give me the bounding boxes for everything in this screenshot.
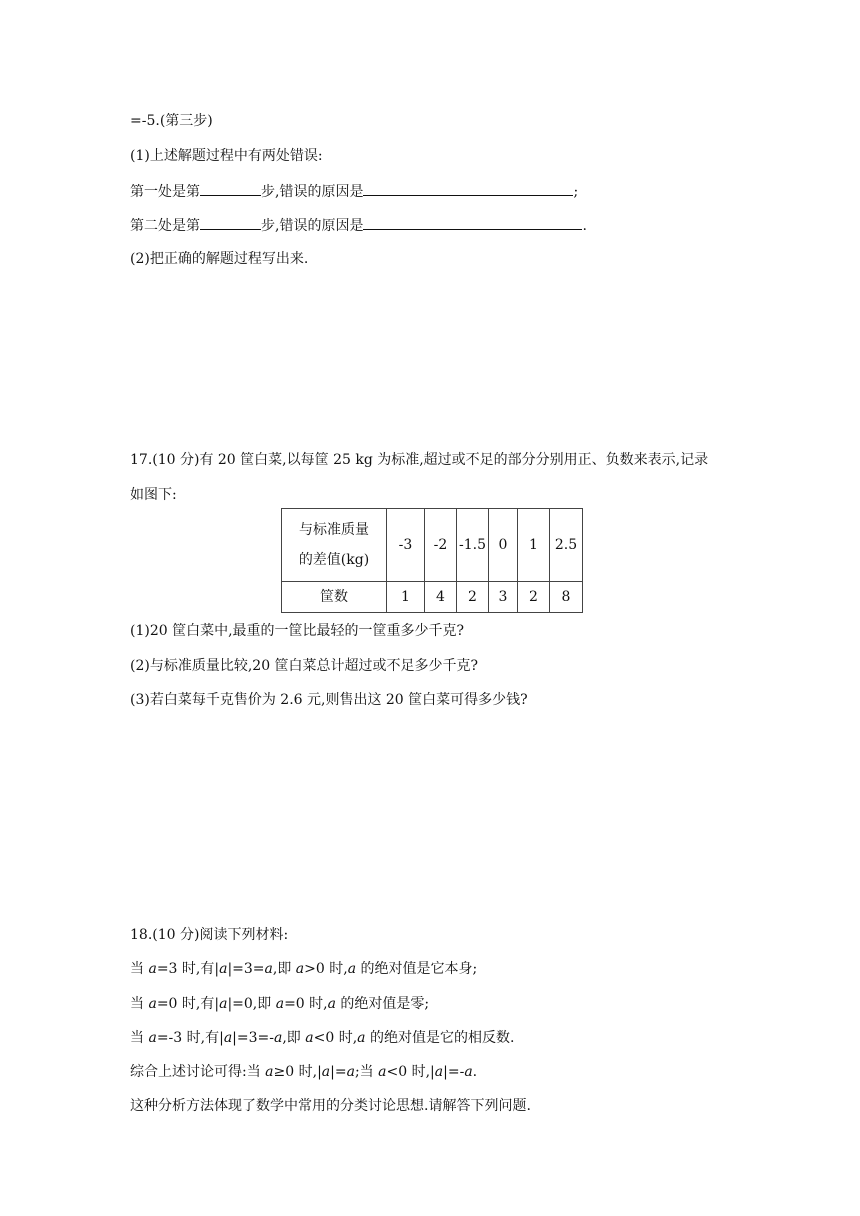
table-cell: -2 [425, 509, 457, 582]
q18-line1-t6: 的绝对值是它本身; [356, 961, 478, 977]
table-cell: 3 [489, 582, 518, 613]
q17-sub2: (2)与标准质量比较,20 筐白菜总计超过或不足多少千克? [130, 658, 479, 674]
table-cell: 8 [550, 582, 583, 613]
q18-line1-t4: ,即 [272, 961, 296, 977]
q18-var-a: a [464, 1064, 473, 1080]
q18-line1-t5: >0 时, [304, 961, 348, 977]
q16-error1-end: ; [573, 184, 579, 200]
table-cell: -1.5 [457, 509, 489, 582]
table-cell: 0 [489, 509, 518, 582]
q18-var-a: a [219, 961, 228, 977]
q18-line3-t4: ,即 [282, 1030, 306, 1046]
table-header-difference-b: 的差值(kg) [298, 552, 370, 568]
q18-var-a: a [321, 1064, 331, 1080]
q18-var-a: a [347, 961, 357, 977]
table-cell: 2 [457, 582, 489, 613]
q18-var-a: a [219, 996, 228, 1012]
q16-part1: (1)上述解题过程中有两处错误: [130, 148, 323, 164]
q18-line2-t5: 的绝对值是零; [335, 996, 430, 1012]
q18-var-a: a [148, 996, 157, 1012]
q18-line4-t3: |= [330, 1064, 347, 1080]
table-cell: -3 [387, 509, 425, 582]
table-cell: 1 [387, 582, 425, 613]
q18-line2 [130, 994, 429, 1014]
table-header-count: 筐数 [282, 582, 387, 613]
q16-error2 [130, 215, 587, 236]
table-cell: 1 [518, 509, 550, 582]
q17-intro-line2: 如图下: [130, 487, 177, 503]
q18-line1-t1: 当 [130, 961, 149, 977]
q18-line4-t2: ≥0 时,| [273, 1064, 322, 1080]
q18-line2-t3: |=0,即 [227, 996, 276, 1012]
q18-var-a: a [295, 961, 305, 977]
q16-error1-mid: 步,错误的原因是 [261, 184, 364, 200]
q18-line4-t7: . [472, 1064, 478, 1080]
q18-var-a: a [346, 1064, 355, 1080]
q18-line3-t1: 当 [130, 1030, 149, 1046]
q18-line4-t4: ;当 [354, 1064, 379, 1080]
q18-line3-t5: <0 时, [313, 1030, 358, 1046]
q18-line4-t6: |=- [443, 1064, 465, 1080]
q18-line3 [130, 1028, 514, 1048]
table-header-difference [282, 509, 387, 582]
q18-line2-t2: =0 时,有| [156, 996, 220, 1012]
q18-var-a: a [274, 1030, 283, 1046]
q18-line3-t3: |=3=- [232, 1030, 274, 1046]
q18-var-a: a [148, 961, 157, 977]
q18-var-a: a [148, 1030, 157, 1046]
q18-var-a: a [223, 1030, 233, 1046]
q18-line4-t1: 综合上述讨论可得:当 [130, 1064, 266, 1080]
q16-error2-mid: 步,错误的原因是 [261, 218, 364, 234]
q17-data-table [281, 508, 583, 613]
q18-line3-t6: 的绝对值是它的相反数. [365, 1030, 515, 1046]
q16-error1-reason-blank[interactable] [363, 181, 573, 196]
q16-error2-end: . [582, 218, 587, 234]
q16-part2: (2)把正确的解题过程写出来. [130, 251, 309, 267]
q18-line1-t2: =3 时,有| [156, 961, 220, 977]
table-cell: 2.5 [550, 509, 583, 582]
q16-error2-prefix: 第二处是第 [130, 218, 200, 234]
q18-var-a: a [264, 961, 273, 977]
q18-closing: 这种分析方法体现了数学中常用的分类讨论思想.请解答下列问题. [130, 1098, 531, 1114]
q18-line4-t5: <0 时,| [386, 1064, 435, 1080]
q18-line4 [130, 1062, 477, 1082]
q16-error1-step-blank[interactable] [200, 181, 261, 196]
q16-error2-reason-blank[interactable] [363, 215, 582, 230]
q16-error1-prefix: 第一处是第 [130, 184, 200, 200]
q17-sub3: (3)若白菜每千克售价为 2.6 元,则售出这 20 筐白菜可得多少钱? [130, 692, 528, 708]
q18-var-a: a [275, 996, 285, 1012]
q17-intro-line1: 17.(10 分)有 20 筐白菜,以每筐 25 kg 为标准,超过或不足的部分分别用正、负数来表示,记录 [130, 452, 709, 468]
q16-step3: =-5.(第三步) [130, 113, 213, 129]
q18-var-a: a [357, 1030, 366, 1046]
q18-var-a: a [305, 1030, 314, 1046]
q18-var-a: a [265, 1064, 274, 1080]
q16-error2-step-blank[interactable] [200, 215, 261, 230]
q18-line2-t1: 当 [130, 996, 149, 1012]
q18-line1 [130, 959, 477, 979]
q18-line1-t3: |=3= [227, 961, 265, 977]
q18-var-a: a [327, 996, 336, 1012]
q17-sub1: (1)20 筐白菜中,最重的一筐比最轻的一筐重多少千克? [130, 623, 465, 639]
table-cell: 2 [518, 582, 550, 613]
table-row [282, 509, 583, 582]
table-row [282, 582, 583, 613]
q18-var-a: a [434, 1064, 444, 1080]
q18-var-a: a [378, 1064, 387, 1080]
q16-error1 [130, 181, 578, 202]
table-header-difference-a: 与标准质量 [299, 522, 369, 538]
q18-intro: 18.(10 分)阅读下列材料: [130, 927, 289, 943]
q18-line3-t2: =-3 时,有| [156, 1030, 224, 1046]
table-cell: 4 [425, 582, 457, 613]
q18-line2-t4: =0 时, [284, 996, 328, 1012]
